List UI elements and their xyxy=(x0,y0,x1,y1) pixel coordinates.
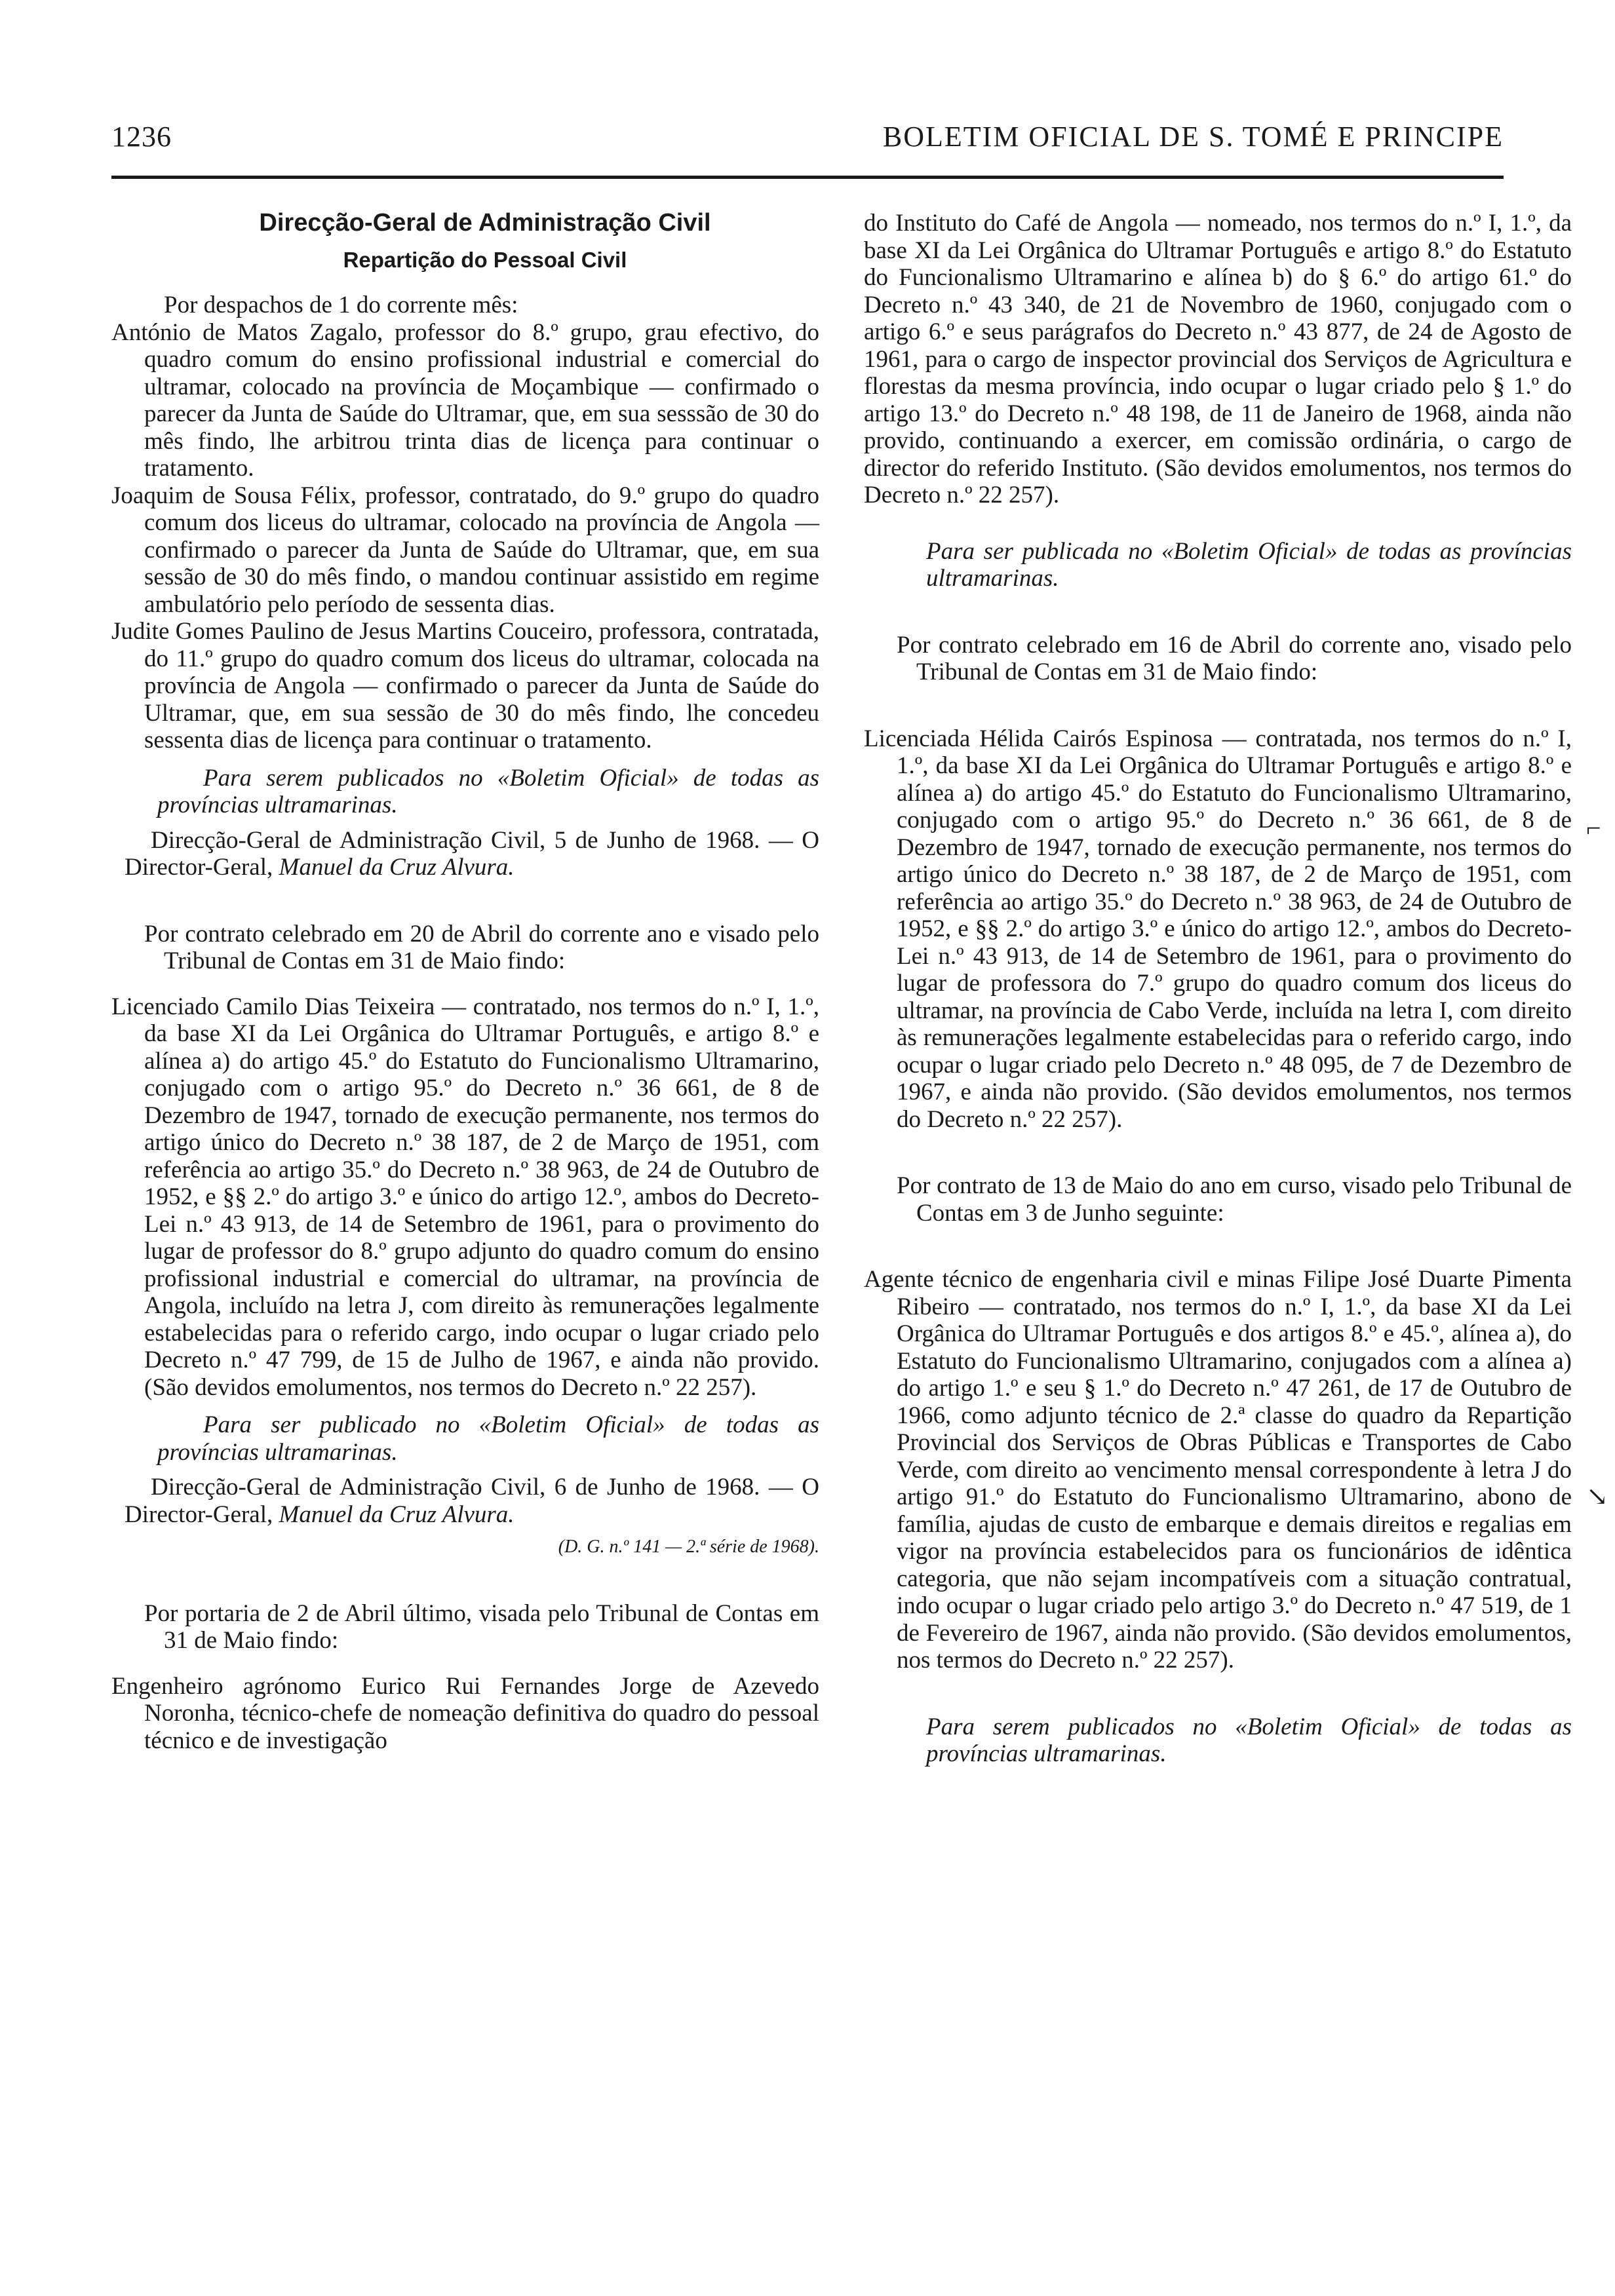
header-rule xyxy=(111,176,1504,179)
section-heading: Direcção-Geral de Administração Civil xyxy=(259,209,711,237)
publication-note: Para ser publicada no «Boletim Oficial» de todas as províncias ultramarinas. xyxy=(926,537,1572,592)
signatory-name: Manuel da Cruz Alvura. xyxy=(279,1501,515,1528)
margin-mark: ↘ xyxy=(1586,1482,1608,1511)
portaria-intro: Por portaria de 2 de Abril último, visada pelo Tribunal de Contas em 31 de Maio findo: xyxy=(144,1599,819,1654)
dispatch-entry: Judite Gomes Paulino de Jesus Martins Couceiro, professora, contratada, do 11.º grupo do quadro comum dos liceus do ultramar, colocada na província de Angola — confirmado o parecer da Junta de Saúde do Ultramar, que, em sua sessão de 30 do mês findo, lhe concedeu sessenta dias de licença para continuar o tratamento. xyxy=(111,618,819,754)
intro-text: Por despachos de 1 do corrente mês: xyxy=(164,292,518,318)
margin-mark: ⌐ xyxy=(1586,813,1601,843)
signatory-name: Manuel da Cruz Alvura. xyxy=(279,854,515,881)
signature-block xyxy=(111,827,819,881)
gazette-reference: (D. G. n.º 141 — 2.ª série de 1968). xyxy=(558,1537,819,1557)
continuation-text: do Instituto do Café de Angola — nomeado, nos termos do n.º I, 1.º, da base XI da Lei Orgânica do Ultramar Português e artigo 8.º do Estatuto do Funcionalismo Ultramarino e alínea b) do § 6.º do artigo 61.º do Decreto n.º 43 340, de 21 de Novembro de 1960, conjugado com o artigo 6.º e seus parágrafos do Decreto n.º 43 877, de 24 de Agosto de 1961, para o cargo de inspector provincial dos Serviços de Agricultura e florestas da mesma província, indo ocupar o lugar criado pelo § 1.º do artigo 13.º do Decreto n.º 48 198, de 11 de Janeiro de 1968, ainda não provido, continuando a exercer, em comissão ordinária, o cargo de director do referido Instituto. (São devidos emolumentos, nos termos do Decreto n.º 22 257). xyxy=(864,210,1572,508)
signature-text: Direcção-Geral de Administração Civil, 6 de Junho de 1968. — O Director-Geral, xyxy=(125,1474,819,1528)
running-title: BOLETIM OFICIAL DE S. TOMÉ E PRINCIPE xyxy=(882,121,1504,153)
appointment-entry: Engenheiro agrónomo Eurico Rui Fernandes Jorge de Azevedo Noronha, técnico-chefe de nomeação definitiva do quadro do pessoal técnico e de investigação xyxy=(111,1672,819,1754)
dispatch-entry: António de Matos Zagalo, professor do 8.º grupo, grau efectivo, do quadro comum do ensino profissional industrial e comercial do ultramar, colocado na província de Moçambique — confirmado o parecer da Junta de Saúde do Ultramar, que, em sua sesssão de 30 do mês findo, lhe arbitrou trinta dias de licença para continuar o tratamento. xyxy=(111,318,819,482)
dispatch-entry: Joaquim de Sousa Félix, professor, contratado, do 9.º grupo do quadro comum dos liceus do ultramar, colocado na província de Angola — confirmado o parecer da Junta de Saúde do Ultramar, que, em sua sessão de 30 do mês findo, o mandou continuar assistido em regime ambulatório pelo período de sessenta dias. xyxy=(111,482,819,618)
contract-intro: Por contrato de 13 de Maio do ano em curso, visado pelo Tribunal de Contas em 3 de Junho seguinte: xyxy=(897,1172,1572,1227)
contract-intro: Por contrato celebrado em 20 de Abril do corrente ano e visado pelo Tribunal de Contas em 31 de Maio findo: xyxy=(144,920,819,974)
appointment-entry: Licenciado Camilo Dias Teixeira — contratado, nos termos do n.º I, 1.º, da base XI da Lei Orgânica do Ultramar Português, e artigo 8.º e alínea a) do artigo 45.º do Estatuto do Funcionalismo Ultramarino, conjugado com o artigo 95.º do Decreto n.º 36 661, de 8 de Dezembro de 1947, tornado de execução permanente, nos termos do artigo único do Decreto n.º 38 187, de 2 de Março de 1951, com referência ao artigo 35.º do Decreto n.º 38 963, de 24 de Outubro de 1952, e §§ 2.º do artigo 3.º e único do artigo 12.º, ambos do Decreto-Lei n.º 43 913, de 14 de Setembro de 1961, para o provimento do lugar de professor do 8.º grupo adjunto do quadro comum do ensino profissional industrial e comercial do ultramar, na província de Angola, incluído na letra J, com direito às remunerações legalmente estabelecidas para o referido cargo, indo ocupar o lugar criado pelo Decreto n.º 47 799, de 15 de Julho de 1967, e ainda não provido. (São devidos emolumentos, nos termos do Decreto n.º 22 257). xyxy=(111,993,819,1401)
publication-note: Para ser publicado no «Boletim Oficial» de todas as províncias ultramarinas. xyxy=(157,1411,819,1466)
right-column xyxy=(864,210,1572,1768)
page-number: 1236 xyxy=(111,121,172,153)
contract-intro: Por contrato celebrado em 16 de Abril do corrente ano, visado pelo Tribunal de Contas em 31 de Maio findo: xyxy=(897,631,1572,685)
appointment-entry: Agente técnico de engenharia civil e minas Filipe José Duarte Pimenta Ribeiro — contratado, nos termos do n.º I, 1.º, da base XI da Lei Orgânica do Ultramar Português e dos artigos 8.º e 45.º, alínea a), do Estatuto do Funcionalismo Ultramarino, conjugados com a alínea a) do artigo 1.º e seu § 1.º do Decreto n.º 47 261, de 17 de Outubro de 1966, como adjunto técnico de 2.ª classe do quadro da Repartição Provincial dos Serviços de Obras Públicas e Transportes de Cabo Verde, com direito ao vencimento mensal correspondente à letra J do artigo 91.º do Estatuto do Funcionalismo Ultramarino, abono de família, ajudas de custo de embarque e demais direitos e regalias em vigor na província estabelecidos para os funcionários de idêntica categoria, que não sejam incompatíveis com a situação contratual, indo ocupar o lugar criado pelo artigo 3.º do Decreto n.º 47 519, de 1 de Fevereiro de 1967, ainda não provido. (São devidos emolumentos, nos termos do Decreto n.º 22 257). xyxy=(864,1266,1572,1674)
section-subheading: Repartição do Pessoal Civil xyxy=(343,247,627,272)
publication-note: Para serem publicados no «Boletim Oficial» de todas as províncias ultramarinas. xyxy=(157,764,819,818)
publication-note: Para serem publicados no «Boletim Oficial» de todas as províncias ultramarinas. xyxy=(926,1713,1572,1767)
signature-block xyxy=(111,1474,819,1528)
appointment-entry: Licenciada Hélida Cairós Espinosa — contratada, nos termos do n.º I, 1.º, da base XI da Lei Orgânica do Ultramar Português e artigo 8.º e alínea a) do artigo 45.º do Estatuto do Funcionalismo Ultramarino, conjugado com o artigo 95.º do Decreto n.º 36 661, de 8 de Dezembro de 1947, tornado de execução permanente, nos termos do artigo único do Decreto n.º 38 187, de 2 de Março de 1951, com referência ao artigo 35.º do Decreto n.º 38 963, de 24 de Outubro de 1952, e §§ 2.º do artigo 3.º e único do artigo 12.º, ambos do Decreto-Lei n.º 43 913, de 14 de Setembro de 1961, para o provimento do lugar de professora do 7.º grupo do quadro comum dos liceus do ultramar, na província de Cabo Verde, incluída na letra I, com direito às remunerações legalmente estabelecidas para o referido cargo, indo ocupar o lugar criado pelo Decreto n.º 48 095, de 7 de Dezembro de 1967, e ainda não provido. (São devidos emolumentos, nos termos do Decreto n.º 22 257). xyxy=(864,725,1572,1133)
left-column xyxy=(111,210,819,1754)
signature-text: Direcção-Geral de Administração Civil, 5 de Junho de 1968. — O Director-Geral, xyxy=(125,826,819,881)
